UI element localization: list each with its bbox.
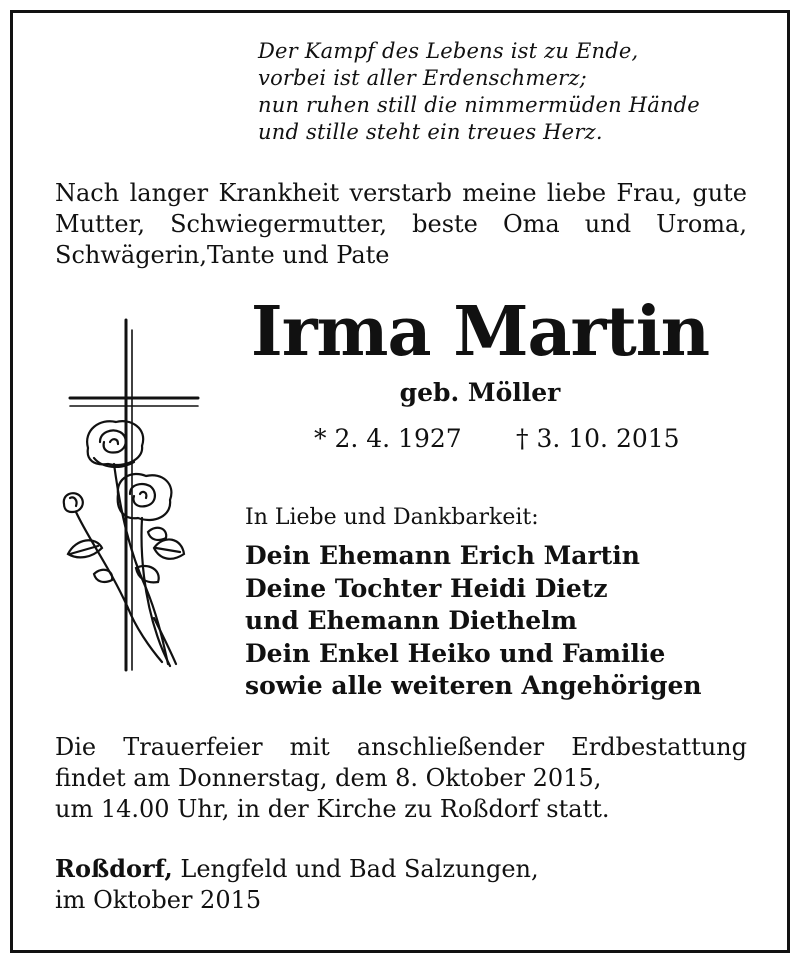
poem — [258, 38, 700, 146]
deceased-name: Irma Martin — [250, 292, 710, 372]
mourner-line: und Ehemann Diethelm — [245, 606, 578, 635]
mourner-line: Deine Tochter Heidi Dietz — [245, 573, 608, 603]
funeral-line: findet am Donnerstag, dem 8. Oktober 2015, — [55, 764, 602, 792]
death-date: † 3. 10. 2015 — [516, 424, 680, 453]
poem-line: Der Kampf des Lebens ist zu Ende, — [258, 39, 639, 63]
mourner-line: Dein Ehemann Erich Martin — [245, 541, 640, 570]
intro-line: Mutter, Schwiegermutter, beste Oma und Uroma, — [55, 210, 747, 238]
maiden-name: geb. Möller — [399, 378, 561, 407]
birth-date: * 2. 4. 1927 — [314, 424, 462, 453]
place-town: Roßdorf, — [55, 854, 173, 883]
funeral-line: um 14.00 Uhr, in der Kirche zu Roßdorf statt. — [55, 795, 610, 823]
mourner-line: sowie alle weiteren Angehörigen — [245, 671, 702, 700]
cross-with-roses-icon — [58, 318, 208, 678]
funeral-info — [55, 732, 747, 825]
intro-line: Nach langer Krankheit verstarb meine liebe Frau, gute — [55, 179, 747, 207]
notice-date: im Oktober 2015 — [55, 886, 262, 914]
place-and-date — [55, 853, 539, 916]
mourners-heading: In Liebe und Dankbarkeit: — [245, 505, 539, 530]
mourners-list — [245, 540, 702, 703]
funeral-line: Die Trauerfeier mit anschließender Erdbestattung — [55, 733, 747, 761]
mourner-line: Dein Enkel Heiko und Familie — [245, 638, 666, 668]
poem-line: und stille steht ein treues Herz. — [258, 120, 603, 144]
poem-line: vorbei ist aller Erdenschmerz; — [258, 66, 587, 90]
intro-line: Schwägerin,Tante und Pate — [55, 241, 390, 269]
place-rest: Lengfeld und Bad Salzungen, — [172, 855, 539, 883]
intro-text — [55, 178, 747, 271]
place-line — [55, 853, 539, 885]
poem-line: nun ruhen still die nimmermüden Hände — [258, 93, 700, 117]
